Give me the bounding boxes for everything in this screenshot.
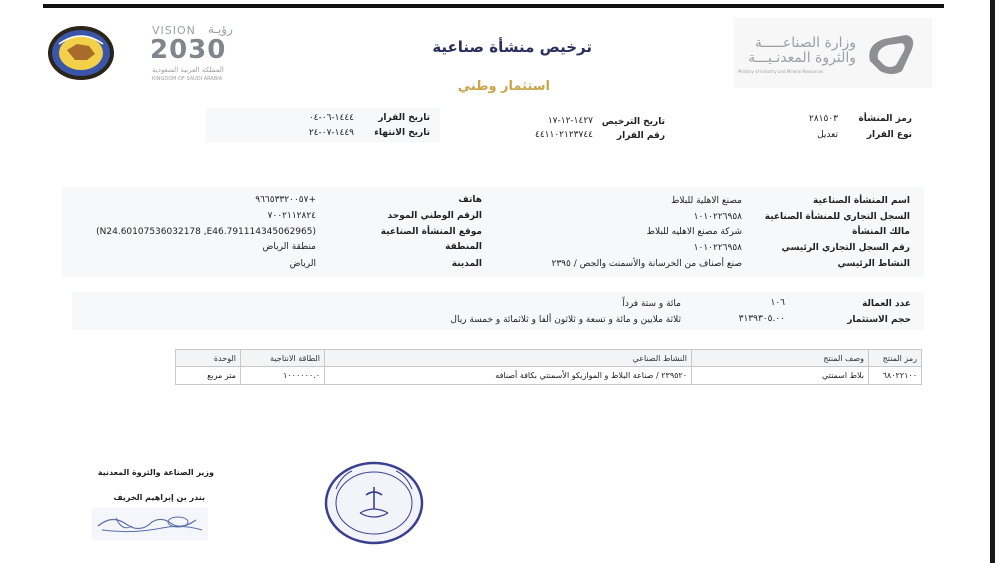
unified-number-value: ٧٠٠٢١١٢٨٢٤ [267, 211, 316, 221]
license-date-label: تاريخ الترخيص [601, 117, 665, 127]
vision-year: 2030 [150, 35, 227, 65]
industrial-activity-cell: ٢٣٩٥٢٠ / صناعة البلاط و الموازيكو الأسمنتي بكافة أصنافه [325, 367, 692, 385]
facility-name-label: اسم المنشأة الصناعية [813, 196, 910, 206]
ministry-name-line1: وزارة الصناعـــــة [754, 35, 856, 51]
ministry-logo [734, 18, 932, 88]
production-capacity-cell: ١٠٠٠٠٠٠.٠ [241, 367, 325, 385]
facility-code-value: ٢٨١٥٠٣ [808, 114, 838, 124]
region-label: المنطقة [445, 242, 482, 252]
decision-date-label: تاريخ القرار [378, 113, 430, 123]
facility-code-label: رمز المنشأة [858, 114, 912, 124]
decision-number-value: ٤٤١١٠٢١٢٣٧٤٤ [534, 130, 593, 140]
main-activity-label: النشاط الرئيسي [837, 259, 910, 269]
header-industrial-activity: النشاط الصناعي [325, 350, 692, 367]
commercial-register-label: السجل التجاري للمنشأة الصناعية [764, 212, 910, 222]
vision-kingdom-english: KINGDOM OF SAUDI ARABIA [152, 76, 223, 82]
owner-value: شركة مصنع الاهليه للبلاط [646, 227, 742, 237]
labor-count-words: مائة و ستة فرداً [622, 299, 681, 309]
minister-title: وزير الصناعة والثروة المعدنية [97, 468, 214, 477]
phone-label: هاتف [458, 195, 482, 205]
official-seal [322, 459, 426, 547]
phone-value: +٩٦٦٥٣٣٢٠٠٥٧ [255, 195, 316, 205]
vision-word: VISION [152, 24, 196, 37]
unit-cell: متر مربع [176, 367, 241, 385]
labor-count-label: عدد العمالة [862, 299, 911, 309]
document-subtitle: استثمار وطني [457, 79, 550, 94]
city-label: المدينة [451, 259, 482, 269]
products-table-header [176, 350, 922, 367]
owner-label: مالك المنشأة [852, 227, 910, 237]
decision-date-value: ١٤٤٤-٠٦-٠٤ [308, 113, 354, 123]
investment-words: ثلاثة ملايين و مائة و تسعة و ثلاثون ألفا و ثلاثمائة و خمسة ريال [450, 315, 681, 325]
investment-label: حجم الاستثمار [847, 315, 911, 325]
ministry-name-english: Ministry of Industry and Mineral Resources [738, 69, 824, 74]
license-date-value: ١٤٢٧-١٢-١٧ [547, 116, 593, 126]
investment-value: ٣١٣٩٣٠٥.٠٠ [738, 314, 785, 324]
top-border [43, 4, 944, 8]
vision-kingdom-arabic: المملكة العربية السعودية [152, 66, 224, 74]
labor-count-value: ١٠٦ [770, 298, 785, 308]
document-title: ترخيص منشأة صناعية [432, 38, 592, 56]
facility-name-value: مصنع الاهلية للبلاط [671, 196, 742, 206]
decision-type-label: نوع القرار [866, 130, 912, 140]
minister-name: بندر بن إبراهيم الخريف [113, 493, 205, 502]
products-table [175, 349, 922, 385]
main-cr-value: ١٠١٠٢٢٦٩٥٨ [693, 243, 742, 253]
vision-arabic-word: رؤيـة [208, 22, 233, 36]
main-cr-label: رقم السجل التجاري الرئيسي [781, 243, 910, 253]
right-edge-bar [990, 0, 995, 563]
ministry-emblem-icon [862, 31, 918, 81]
expiry-date-value: ١٤٤٩-٠٧-٢٤ [308, 128, 354, 138]
decision-type-value: تعديل [817, 130, 838, 140]
handwritten-signature [92, 508, 208, 540]
header-unit: الوحدة [176, 350, 241, 367]
main-activity-value: صنع أصناف من الخرسانة والأسمنت والجص / ٢٣٩٥ [551, 259, 742, 269]
ministry-name-line2: والثروة المعدنـيـــة [748, 50, 856, 66]
location-label: موقع المنشأة الصناعية [380, 227, 482, 237]
table-row [176, 367, 922, 385]
header-product-code: رمز المنتج [869, 350, 922, 367]
commercial-register-value: ١٠١٠٢٢٦٩٥٨ [693, 212, 742, 222]
header-product-description: وصف المنتج [692, 350, 869, 367]
gcc-emblem [47, 24, 115, 82]
vision-2030-logo [150, 22, 250, 84]
city-value: الرياض [289, 259, 316, 269]
product-code-cell: ٦٨٠٢٢١٠٠ [869, 367, 922, 385]
decision-number-label: رقم القرار [616, 131, 665, 141]
unified-number-label: الرقم الوطني الموحد [387, 211, 482, 221]
location-value: (N24.60107536032178 ,E46.791114345062965) [96, 227, 316, 237]
header-production-capacity: الطاقة الانتاجية [241, 350, 325, 367]
product-description-cell: بلاط اسمنتي [692, 367, 869, 385]
expiry-date-label: تاريخ الانتهاء [374, 128, 430, 138]
region-value: منطقة الرياض [262, 242, 316, 252]
